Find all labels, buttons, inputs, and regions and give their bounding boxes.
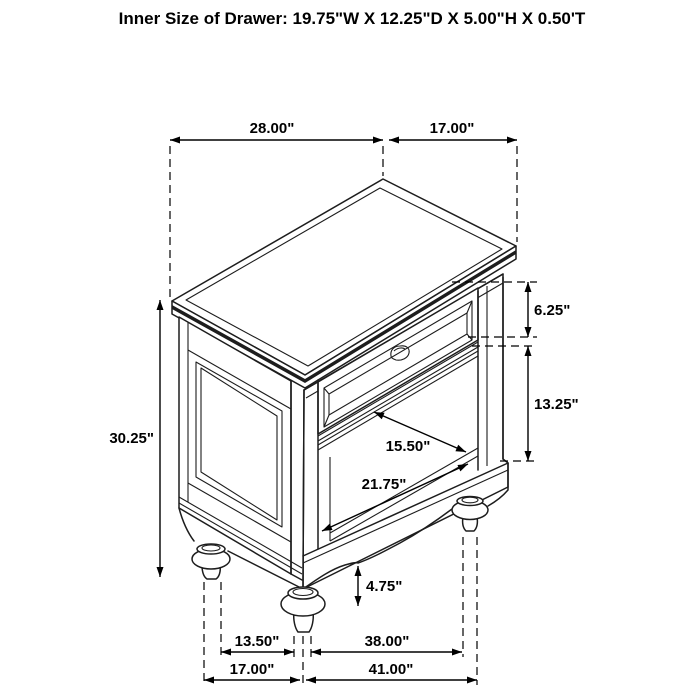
dim-shelf-width-label: 21.75"	[361, 476, 407, 493]
dim-base-width-label: 41.00"	[368, 661, 414, 678]
dim-shelf-depth-label: 15.50"	[385, 438, 431, 455]
dim-drawer-height-label: 6.25"	[534, 302, 571, 319]
dim-leg-span-width-label: 38.00"	[364, 633, 410, 650]
dim-base-depth-label: 17.00"	[229, 661, 275, 678]
nightstand-drawing	[172, 179, 516, 632]
dim-leg-height-label: 4.75"	[366, 578, 403, 595]
front-leg	[281, 587, 325, 632]
diagram-title: Inner Size of Drawer: 19.75"W X 12.25"D X 5.00"H X 0.50'T	[118, 9, 586, 28]
left-leg	[192, 544, 230, 579]
dim-leg-span-depth-label: 13.50"	[234, 633, 280, 650]
dim-opening-height-label: 13.25"	[534, 396, 579, 413]
dim-top-width-label: 28.00"	[249, 120, 295, 137]
right-leg	[452, 497, 488, 532]
dim-top-depth-label: 17.00"	[429, 120, 475, 137]
dim-overall-height-label: 30.25"	[109, 430, 154, 447]
